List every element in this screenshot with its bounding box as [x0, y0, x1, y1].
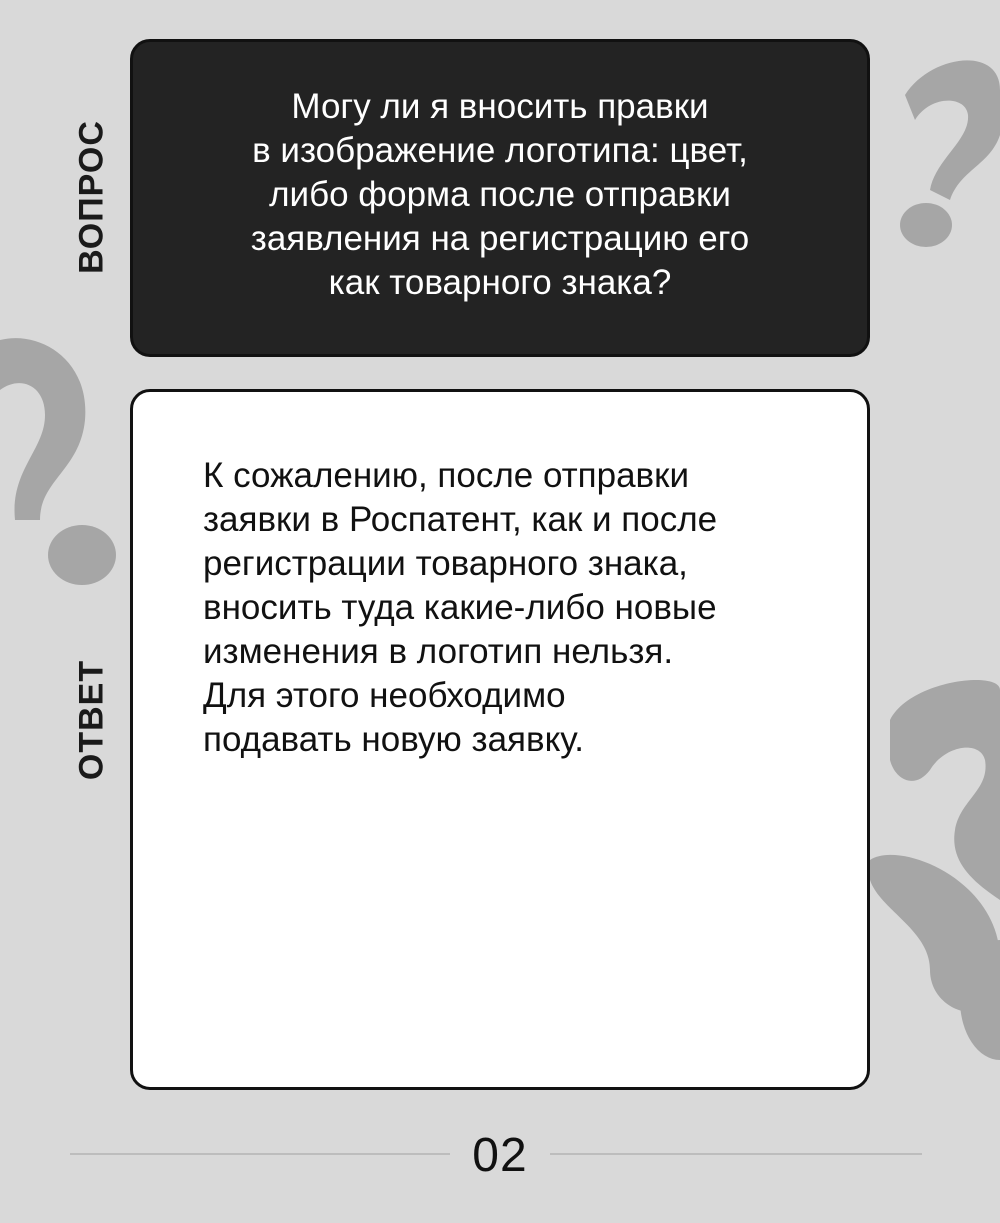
answer-line: Для этого необходимо — [203, 676, 566, 715]
question-mark-icon — [900, 60, 1000, 247]
question-side-label: ВОПРОС — [72, 120, 111, 274]
question-mark-icon — [870, 680, 1000, 1060]
question-line: в изображение логотипа: цвет, — [252, 131, 748, 170]
answer-line: регистрации товарного знака, — [203, 544, 688, 583]
page-number: 02 — [472, 1129, 528, 1182]
footer-divider-right — [550, 1153, 922, 1155]
question-mark-icon — [0, 338, 116, 585]
question-line: Могу ли я вносить правки — [291, 87, 709, 126]
question-line: либо форма после отправки — [269, 175, 731, 214]
question-text — [190, 85, 810, 305]
answer-line: вносить туда какие-либо новые — [203, 588, 717, 627]
answer-line: К сожалению, после отправки — [203, 456, 690, 495]
answer-card — [130, 389, 870, 1090]
answer-text — [203, 454, 843, 762]
question-line: как товарного знака? — [328, 263, 672, 302]
question-line: заявления на регистрацию его — [250, 219, 750, 258]
answer-line: подавать новую заявку. — [203, 720, 585, 759]
footer-divider-left — [70, 1153, 450, 1155]
answer-side-label: ОТВЕТ — [72, 659, 111, 781]
answer-line: заявки в Роспатент, как и после — [203, 500, 718, 539]
answer-line: изменения в логотип нельзя. — [203, 632, 674, 671]
question-card — [130, 39, 870, 357]
